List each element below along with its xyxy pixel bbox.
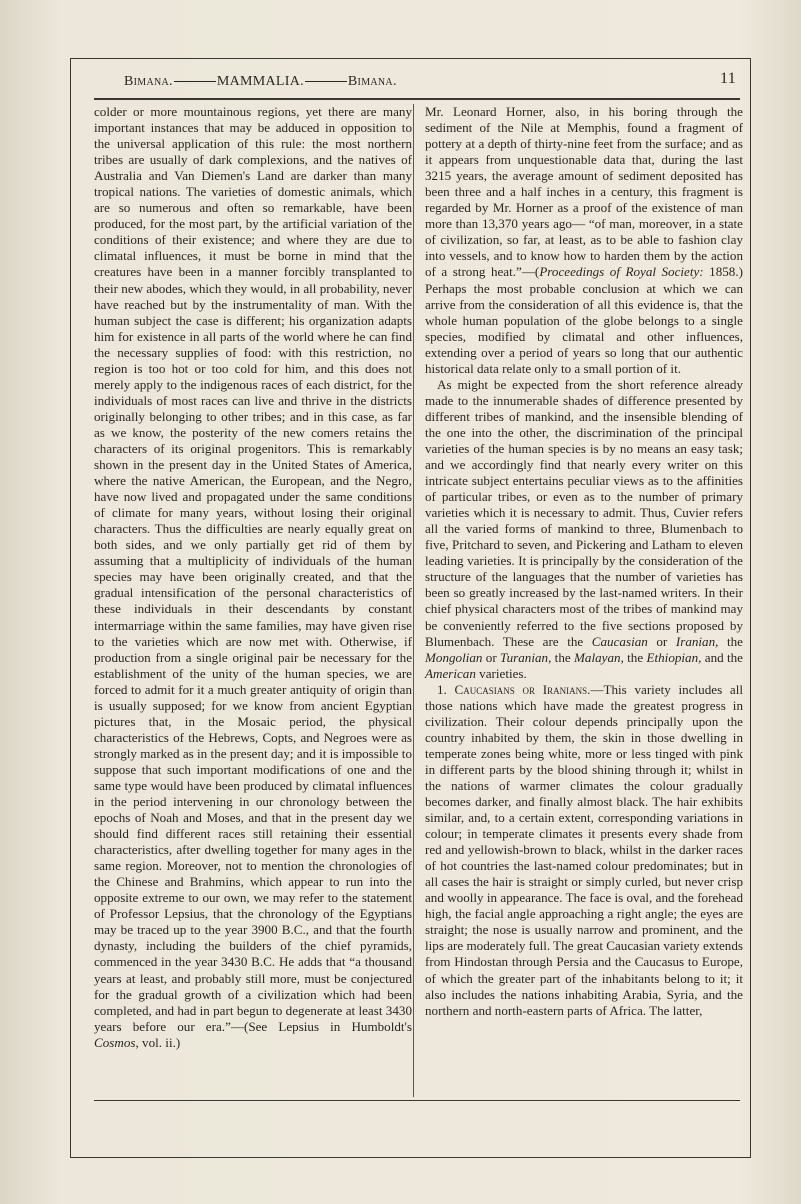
header-center: MAMMALIA. xyxy=(216,74,304,89)
header-left: Bimana. xyxy=(124,74,173,89)
right-paragraph-2: As might be expected from the short reference already made to the innumerable shades of difference presented by different tribes of mankind, and the insensible blending of the one into the other, the discrimination of the principal varieties of the human species is by no means an easy task; and we accordingly find that nearly every writer on this intricate subject entertains peculiar views as to the affinities of particular tribes, or even as to the number of primary varieties which it is necessary to admit. Thus, Cuvier refers all the varied forms of mankind to three, Blumenbach to five, Pritchard to seven, and Pickering and Latham to eleven leading varieties. It is principally by the consideration of the structure of the languages that the number of varieties has been so greatly increased by the last-named writers. In their chief physical characters most of the tribes of mankind may be conveniently referred to the five sections proposed by Blumenbach. These are the Caucasian or Iranian, the Mongolian or Turanian, the Malayan, the Ethiopian, and the American varieties. xyxy=(425,376,743,681)
right-paragraph-1: Mr. Leonard Horner, also, in his boring through the sediment of the Nile at Memphis, found a fragment of pottery at a depth of thirty-nine feet from the surface; and as it appears from unquestionable data that, during the last 3215 years, the average amount of sediment deposited has been three and a half inches in a century, this fragment is regarded by Mr. Horner as a proof of the existence of man more than 13,370 years ago— “of man, moreover, in a state of civilization, so far, at least, as to be able to fashion clay into vessels, and to know how to harden them by the action of a strong heat.”—(Proceedings of Royal Society: 1858.) Perhaps the most probable conclusion at which we can arrive from the consideration of all this evidence is, that the whole human population of the globe belongs to a single species, modified by climatal and other influences, extending over a period of years so long that our authentic historical data relate only to a small portion of it. xyxy=(425,104,743,376)
right-column xyxy=(425,104,743,1019)
section-heading: 1. Caucasians or Iranians. xyxy=(437,681,591,697)
page-number: 11 xyxy=(720,70,737,87)
right-paragraph-3: 1. Caucasians or Iranians.—This variety includes all those nations which have made the greatest progress in civilization. Their colour depends principally upon the country inhabited by them, the skin in those dwelling in temperate zones being white, more or less tinged with pink in different parts by the blood shining through it; whilst in the nations of warmer climates the colour gradually becomes darker, and finally almost black. The hair exhibits similar, and, to a certain extent, corresponding variations in colour; in temperate climates it presents every shade from red and yellowish-brown to black, whilst in the darker races of hot countries the last-named colour predominates; but in all cases the hair is straight or simply curled, but never crisp and woolly in appearance. The face is oval, and the forehead high, the facial angle approaching a right angle; the eyes are straight; the nose is usually narrow and prominent, and the lips are moderately full. The great Caucasian variety extends from Hindostan through Persia and the Caucasus to Europe, of which the greater part of the inhabitants belong to it; it also includes the nations inhabiting Arabia, Syria, and the northern and north-eastern parts of Africa. The latter, xyxy=(425,681,743,1018)
frame-top-rule xyxy=(70,58,750,59)
footer-rule xyxy=(94,1100,740,1101)
header-title xyxy=(124,74,397,90)
frame-right-rule xyxy=(750,58,751,1158)
left-column xyxy=(94,104,412,1051)
left-paragraph: colder or more mountainous regions, yet there are many important instances that may be adduced in opposition to the universal application of this rule: the most northern tribes are usually of dark complexions, and the natives of Australia and Van Diemen's Land are darker than many tropical nations. The varieties of domestic animals, which are so numerous and often so remarkable, have been produced, for the most part, by the artificial variation of the conditions of their existence; and where they are due to climatal influences, it must be borne in mind that the creatures have been in a manner forcibly transplanted to their new abodes, which they would, in all probability, never have reached but by the instrumentality of man. With the human subject the case is different; his organization adapts him for existence in all parts of the world where he can find the necessary supplies of food: with this restriction, no region is too hot or too cold for him, and this does not merely apply to the indigenous races of each district, for the individuals of most races can live and thrive in the districts originally belonging to other tribes; and in this case, as far as we know, the posterity of the new comers retains the characters of its original progenitors. This is remarkably shown in the present day in the United States of America, where the native American, the European, and the Negro, have now lived and propagated under the same conditions of climate for many years, without losing their original characters. Thus the difficulties are nearly equally great on both sides, and we only partially get rid of them by assuming that a multiplicity of individuals of the human species may have been originally created, and that the gradual intensification of the personal characteristics of these individuals in their descendants by constant intermarriage within the same families, may have given rise to the varieties which are now met with. Otherwise, if production from a single original pair be necessary for the establishment of the unity of the human species, we are forced to admit for it a much greater antiquity of origin than is usually supposed; for we know from ancient Egyptian pictures that, in the Mosaic period, the physical characteristics of the Hebrews, Copts, and Negroes were as strongly marked as in the present day; and it is impossible to suppose that such important modifications of one and the same type would have been produced by climatal influences in the period intervening in our chronology between the epochs of Noah and Moses, and that in the present day we should find different races still retaining their essential characteristics, after dwelling together for many ages in the same region. Moreover, not to mention the chronologies of the Chinese and Brahmins, which appear to run into the opposite extreme to our own, we may refer to the statement of Professor Lepsius, that the chronology of the Egyptians may be traced up to the year 3900 B.C., and that the fourth dynasty, including the builders of the chief pyramids, commenced in the year 3430 B.C. He adds that “a thousand years at least, and probably still more, must be conjectured for the gradual growth of a civilization which had been completed, and had in part begun to degenerate at least 3430 years before our era.”—(See Lepsius in Humboldt's Cosmos, vol. ii.) xyxy=(94,104,412,1050)
column-rule xyxy=(413,104,414,1097)
header-right: Bimana. xyxy=(347,74,397,89)
header-rule xyxy=(94,98,740,100)
frame-left-rule xyxy=(70,58,71,1158)
frame-bottom-rule xyxy=(70,1157,750,1158)
